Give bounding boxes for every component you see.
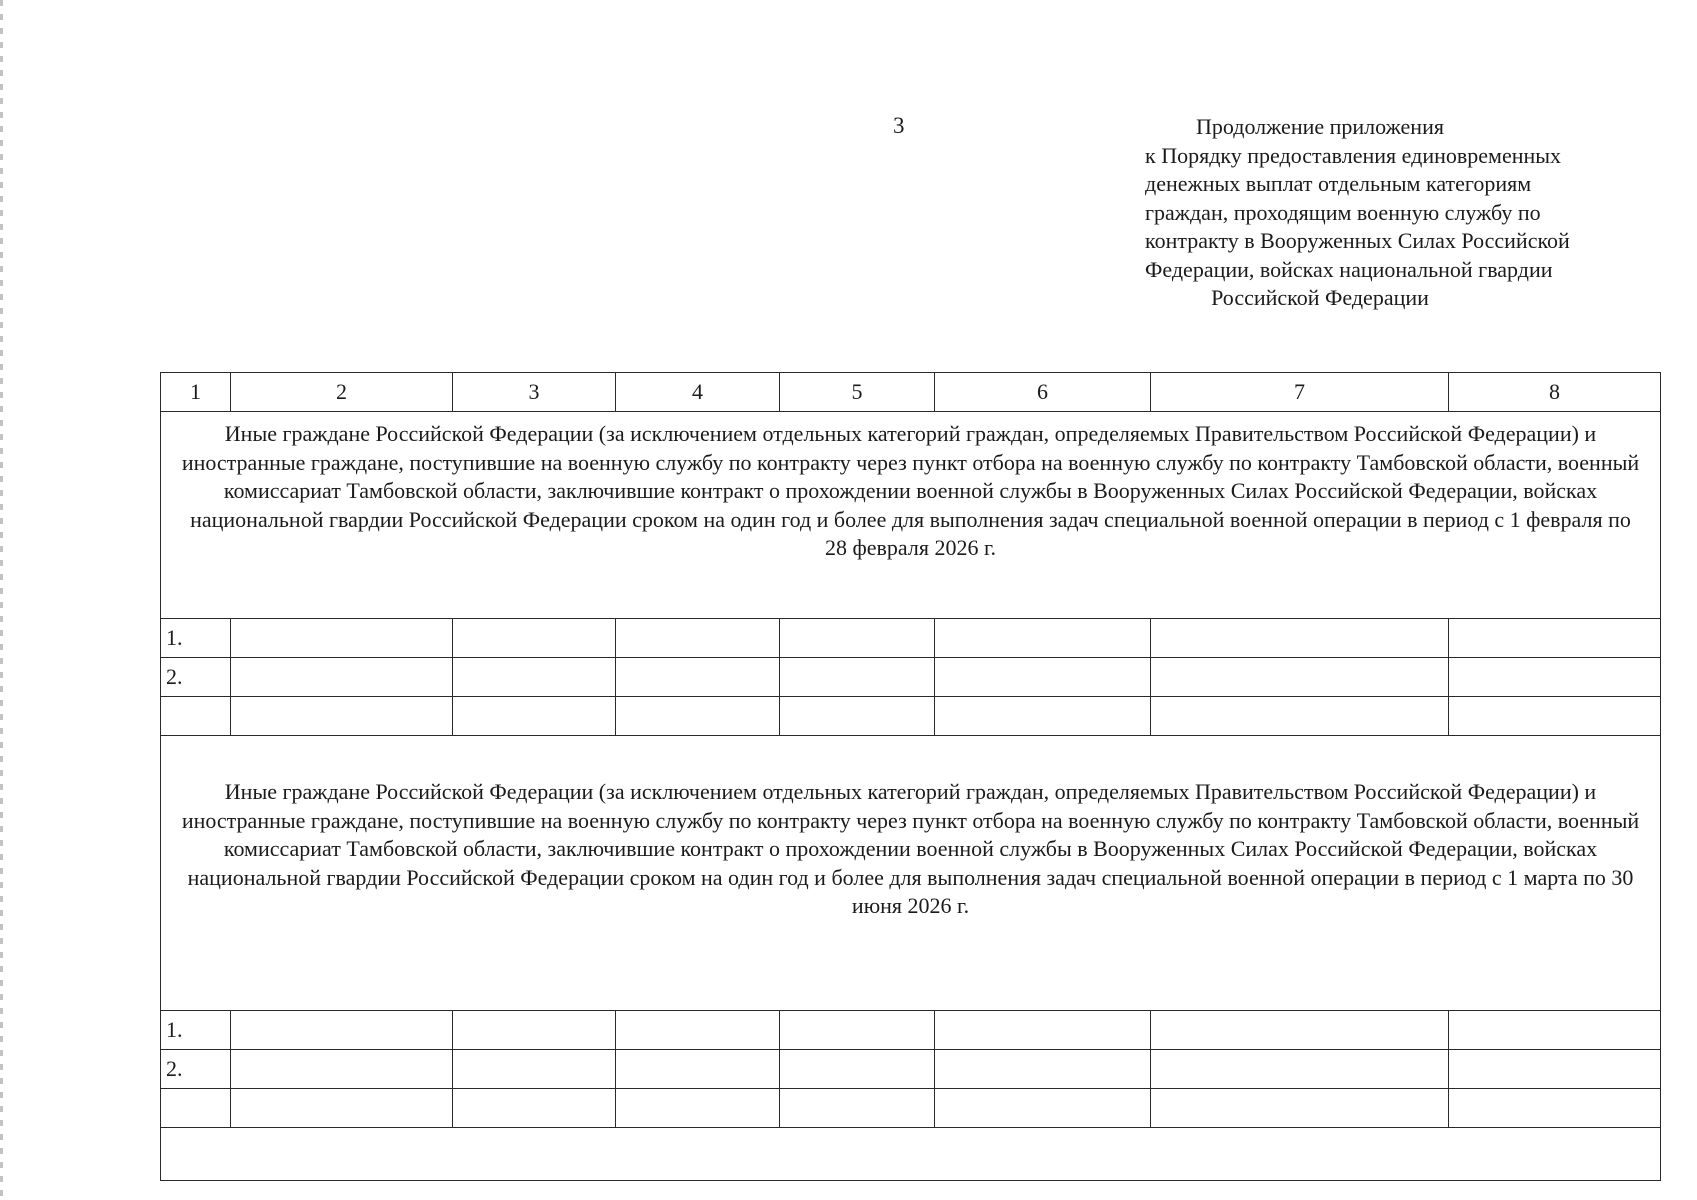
empty-cell xyxy=(453,697,616,736)
section-heading-row-march-june xyxy=(161,736,1661,1011)
empty-cell xyxy=(935,1050,1151,1089)
column-number-cell: 8 xyxy=(1449,373,1661,412)
empty-cell xyxy=(231,697,453,736)
empty-cell xyxy=(453,1089,616,1128)
empty-cell xyxy=(616,658,780,697)
empty-cell xyxy=(1151,1089,1449,1128)
row-number-cell: 2. xyxy=(161,658,231,697)
appendix-line: Российской Федерации xyxy=(1211,285,1429,310)
table-row xyxy=(161,658,1661,697)
empty-cell xyxy=(935,658,1151,697)
row-number-cell: 1. xyxy=(161,1011,231,1050)
empty-cell xyxy=(780,697,935,736)
column-number-cell: 1 xyxy=(161,373,231,412)
empty-cell xyxy=(1449,658,1661,697)
empty-cell xyxy=(780,1011,935,1050)
appendix-line: Продолжение приложения xyxy=(1196,114,1444,139)
empty-cell xyxy=(231,1089,453,1128)
empty-cell xyxy=(780,1089,935,1128)
empty-cell xyxy=(1151,658,1449,697)
column-number-cell: 6 xyxy=(935,373,1151,412)
section-heading-row-february xyxy=(161,412,1661,619)
appendix-note xyxy=(1145,113,1570,313)
empty-cell xyxy=(780,1050,935,1089)
payment-form-table xyxy=(160,372,1661,1181)
empty-cell xyxy=(780,658,935,697)
row-number-cell xyxy=(161,697,231,736)
page-number: 3 xyxy=(893,113,905,138)
table-row xyxy=(161,697,1661,736)
empty-cell xyxy=(616,1011,780,1050)
section-heading-march-june: Иные граждане Российской Федерации (за исключением отдельных категорий граждан, определяемых Правительством Российской Федерации) и иностранные граждане, поступившие на военную службу по контракту через пункт отбора на военную службу по контракту Тамбовской области, военный комиссариат Тамбовской области, заключившие контракт о прохождении военной службы в Вооруженных Силах Российской Федерации, войсках национальной гвардии Российской Федерации сроком на один год и более для выполнения задач специальной военной операции в период с 1 марта по 30 июня 2026 г. xyxy=(161,736,1661,1011)
table-row xyxy=(161,1050,1661,1089)
row-number-cell xyxy=(161,1089,231,1128)
empty-cell xyxy=(616,1089,780,1128)
row-number-cell: 2. xyxy=(161,1050,231,1089)
appendix-line: к Порядку предоставления единовременных xyxy=(1145,142,1562,168)
table-row xyxy=(161,1011,1661,1050)
empty-cell xyxy=(453,619,616,658)
empty-cell xyxy=(453,658,616,697)
empty-cell xyxy=(935,697,1151,736)
table-row xyxy=(161,1089,1661,1128)
appendix-line: Федерации, войсках национальной гвардии xyxy=(1145,256,1553,282)
final-empty-row xyxy=(161,1128,1661,1181)
column-number-cell: 3 xyxy=(453,373,616,412)
column-number-cell: 4 xyxy=(616,373,780,412)
empty-cell xyxy=(231,1011,453,1050)
empty-cell xyxy=(780,619,935,658)
empty-cell xyxy=(1449,1050,1661,1089)
empty-cell xyxy=(935,1089,1151,1128)
empty-cell xyxy=(161,1128,1661,1181)
appendix-line: граждан, проходящим военную службу по xyxy=(1145,199,1541,225)
row-number-cell: 1. xyxy=(161,619,231,658)
empty-cell xyxy=(1151,697,1449,736)
empty-cell xyxy=(1449,619,1661,658)
empty-cell xyxy=(1151,619,1449,658)
empty-cell xyxy=(453,1011,616,1050)
empty-cell xyxy=(616,619,780,658)
empty-cell xyxy=(616,1050,780,1089)
table-row xyxy=(161,619,1661,658)
empty-cell xyxy=(1449,697,1661,736)
empty-cell xyxy=(935,619,1151,658)
empty-cell xyxy=(1151,1050,1449,1089)
empty-cell xyxy=(231,1050,453,1089)
empty-cell xyxy=(935,1011,1151,1050)
appendix-line: контракту в Вооруженных Силах Российской xyxy=(1145,228,1570,253)
column-number-cell: 5 xyxy=(780,373,935,412)
scan-edge-artifact xyxy=(0,0,3,1200)
column-number-cell: 7 xyxy=(1151,373,1449,412)
empty-cell xyxy=(1449,1011,1661,1050)
section-heading-february: Иные граждане Российской Федерации (за исключением отдельных категорий граждан, определяемых Правительством Российской Федерации) и иностранные граждане, поступившие на военную службу по контракту через пункт отбора на военную службу по контракту Тамбовской области, военный комиссариат Тамбовской области, заключившие контракт о прохождении военной службы в Вооруженных Силах Российской Федерации, войсках национальной гвардии Российской Федерации сроком на один год и более для выполнения задач специальной военной операции в период с 1 февраля по 28 февраля 2026 г. xyxy=(161,412,1661,619)
column-number-cell: 2 xyxy=(231,373,453,412)
empty-cell xyxy=(616,697,780,736)
appendix-line: денежных выплат отдельным категориям xyxy=(1145,171,1532,196)
column-number-row xyxy=(161,373,1661,412)
empty-cell xyxy=(231,619,453,658)
empty-cell xyxy=(1449,1089,1661,1128)
empty-cell xyxy=(453,1050,616,1089)
empty-cell xyxy=(1151,1011,1449,1050)
empty-cell xyxy=(231,658,453,697)
